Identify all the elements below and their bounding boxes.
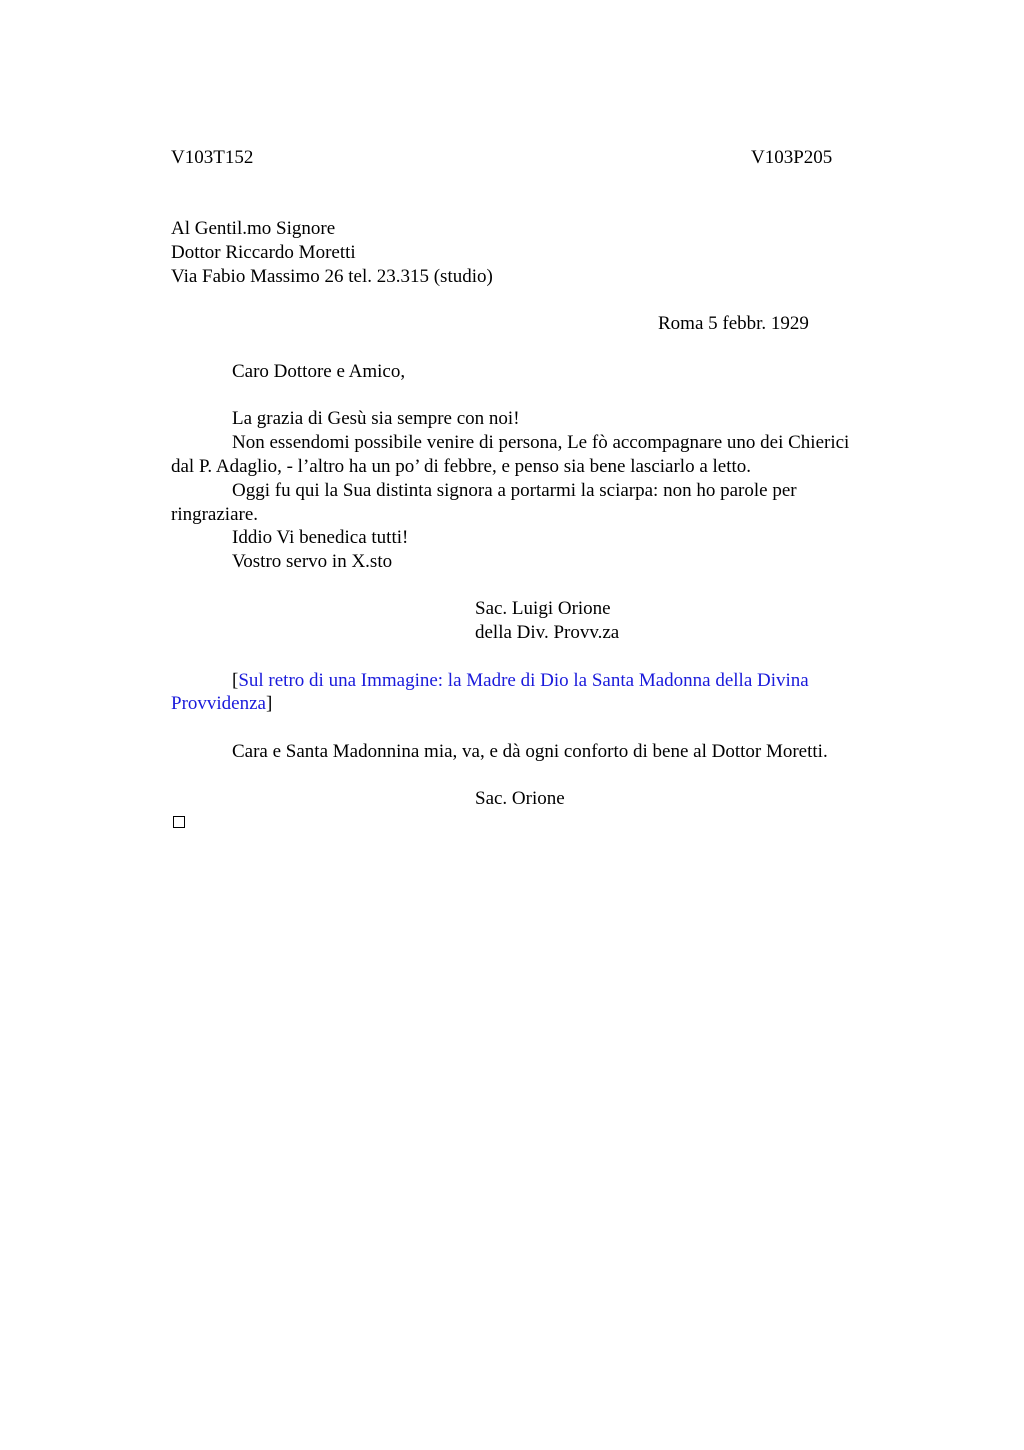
square-marker-icon [173,816,185,828]
signature-1-line-1: Sac. Luigi Orione [475,598,611,619]
address-line-2: Dottor Riccardo Moretti [171,242,356,263]
body-closing: Vostro servo in X.sto [232,551,393,572]
note-line-2 [171,692,272,716]
note-text-2: Provvidenza [171,693,266,714]
note-open-bracket: [ [232,670,239,691]
letter-date: Roma 5 febbr. 1929 [658,313,809,334]
body-blessing: Iddio Vi benedica tutti! [232,527,409,548]
note-text-1: Sul retro di una Immagine: la Madre di Dio la Santa Madonna della Divina [238,670,809,691]
note-line-1 [232,669,809,693]
document-code-right: V103P205 [751,147,833,168]
address-line-1: Al Gentil.mo Signore [171,218,336,239]
signature-1-line-2: della Div. Provv.za [475,622,620,643]
body-paragraph-1-line-2: dal P. Adaglio, - l’altro ha un po’ di febbre, e penso sia bene lasciarlo a letto. [171,456,752,477]
body-greeting: La grazia di Gesù sia sempre con noi! [232,408,520,429]
note-close-bracket: ] [265,693,273,714]
body-paragraph-2-line-2: ringraziare. [171,504,259,525]
signature-2: Sac. Orione [475,788,565,809]
dedication-text: Cara e Santa Madonnina mia, va, e dà ogni conforto di bene al Dottor Moretti. [232,741,828,762]
address-line-3: Via Fabio Massimo 26 tel. 23.315 (studio) [171,266,493,287]
body-paragraph-2-line-1: Oggi fu qui la Sua distinta signora a portarmi la sciarpa: non ho parole per [232,480,797,501]
salutation: Caro Dottore e Amico, [232,361,406,382]
body-paragraph-1-line-1: Non essendomi possibile venire di persona, Le fò accompagnare uno dei Chierici [232,432,850,453]
document-code-left: V103T152 [171,147,254,168]
